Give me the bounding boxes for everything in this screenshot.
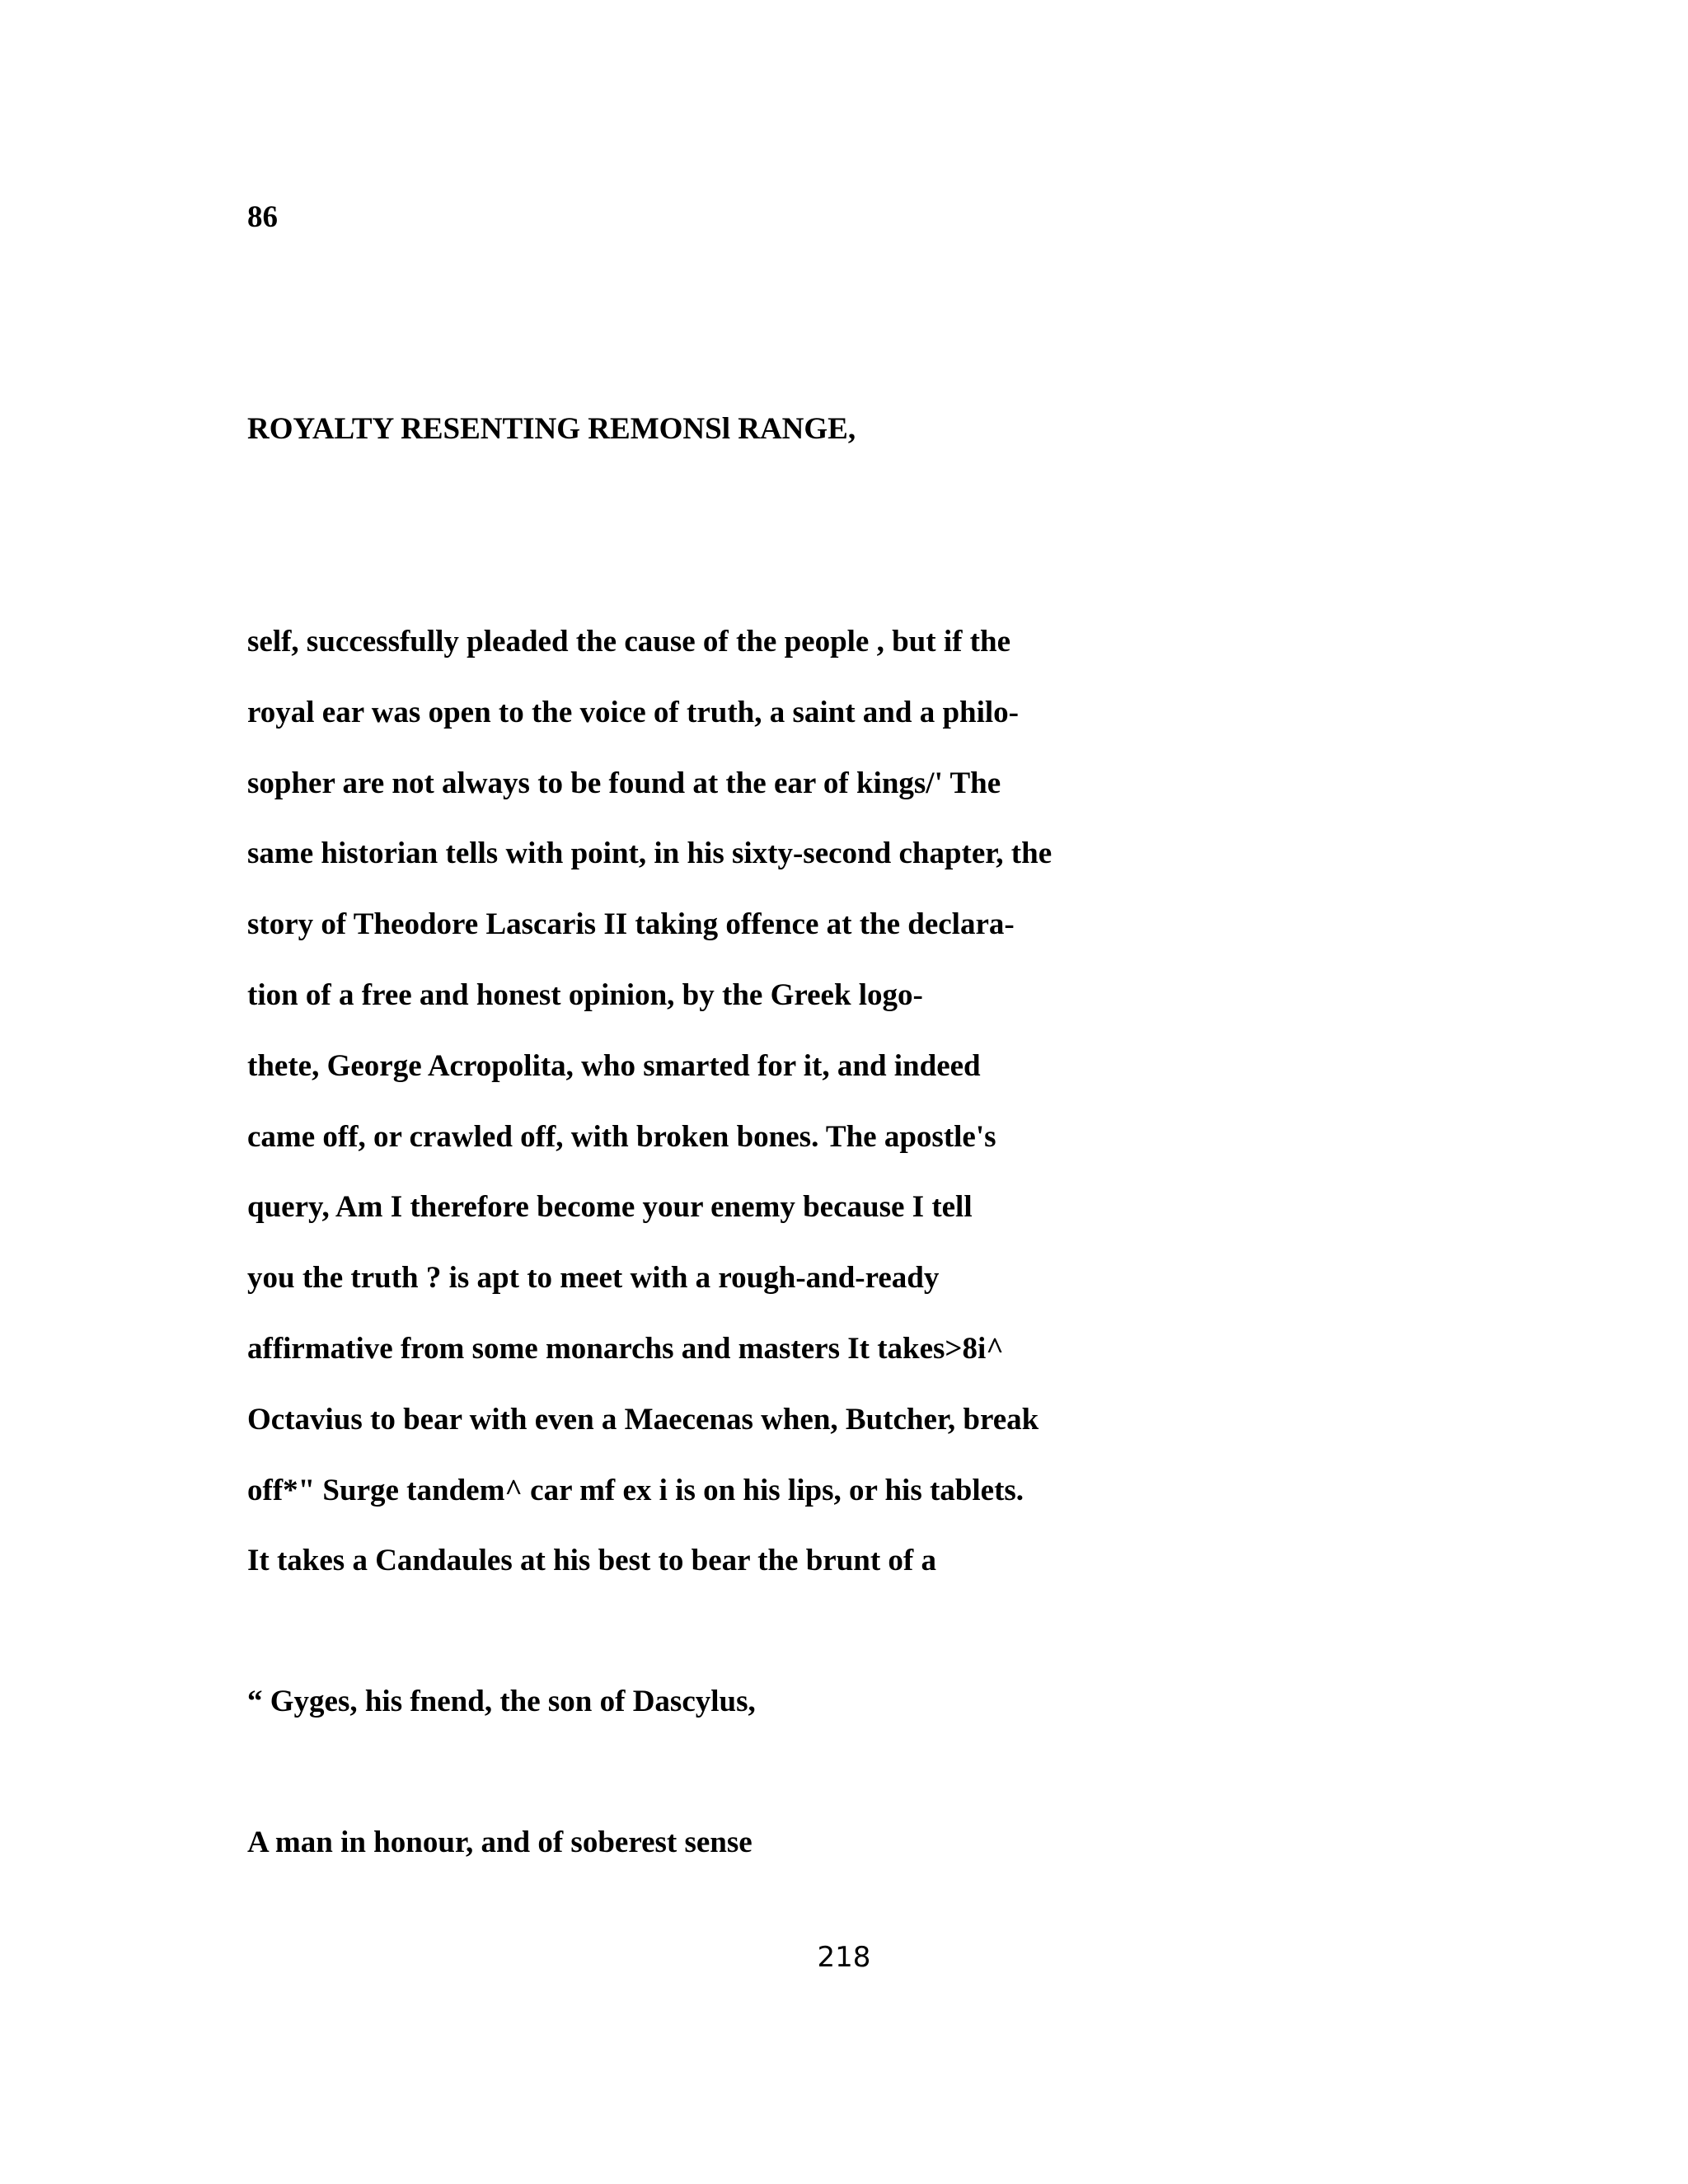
body-line: royal ear was open to the voice of truth, a saint and a philo- [247,695,1019,729]
body-line: query, Am I therefore become your enemy because I tell [247,1190,973,1225]
running-title: ROYALTY RESENTING REMONSl RANGE, [247,412,856,446]
body-line: It takes a Candaules at his best to bear the brunt of a [247,1544,936,1578]
body-line: off*" Surge tandem^ car mf ex i is on his lips, or his tablets. [247,1473,1025,1507]
body-line: came off, or crawled off, with broken bones. The apostle's [247,1119,996,1154]
body-line: you the truth ? is apt to meet with a rough-and-ready [247,1261,940,1296]
verse-line: A man in honour, and of soberest sense [247,1825,753,1859]
body-paragraph [247,626,1052,1616]
body-line: tion of a free and honest opinion, by the Greek logo- [247,977,923,1012]
verse-line: “ Gyges, his fnend, the son of Dascylus, [247,1685,756,1718]
footer-page-number: 218 [817,1941,871,1974]
header-page-number: 86 [247,200,278,234]
body-line: Octavius to bear with even a Maecenas when, Butcher, break [247,1402,1039,1436]
body-line: affirmative from some monarchs and masters It takes>8i^ [247,1331,1004,1366]
body-line: same historian tells with point, in his sixty-second chapter, the [247,837,1053,871]
body-line: thete, George Acropolita, who smarted for it, and indeed [247,1048,981,1083]
body-line: self, successfully pleaded the cause of the people , but if the [247,625,1010,658]
body-line: story of Theodore Lascaris II taking offence at the declara- [247,907,1015,942]
body-line: sopher are not always to be found at the ear of kings/' The [247,766,1001,800]
